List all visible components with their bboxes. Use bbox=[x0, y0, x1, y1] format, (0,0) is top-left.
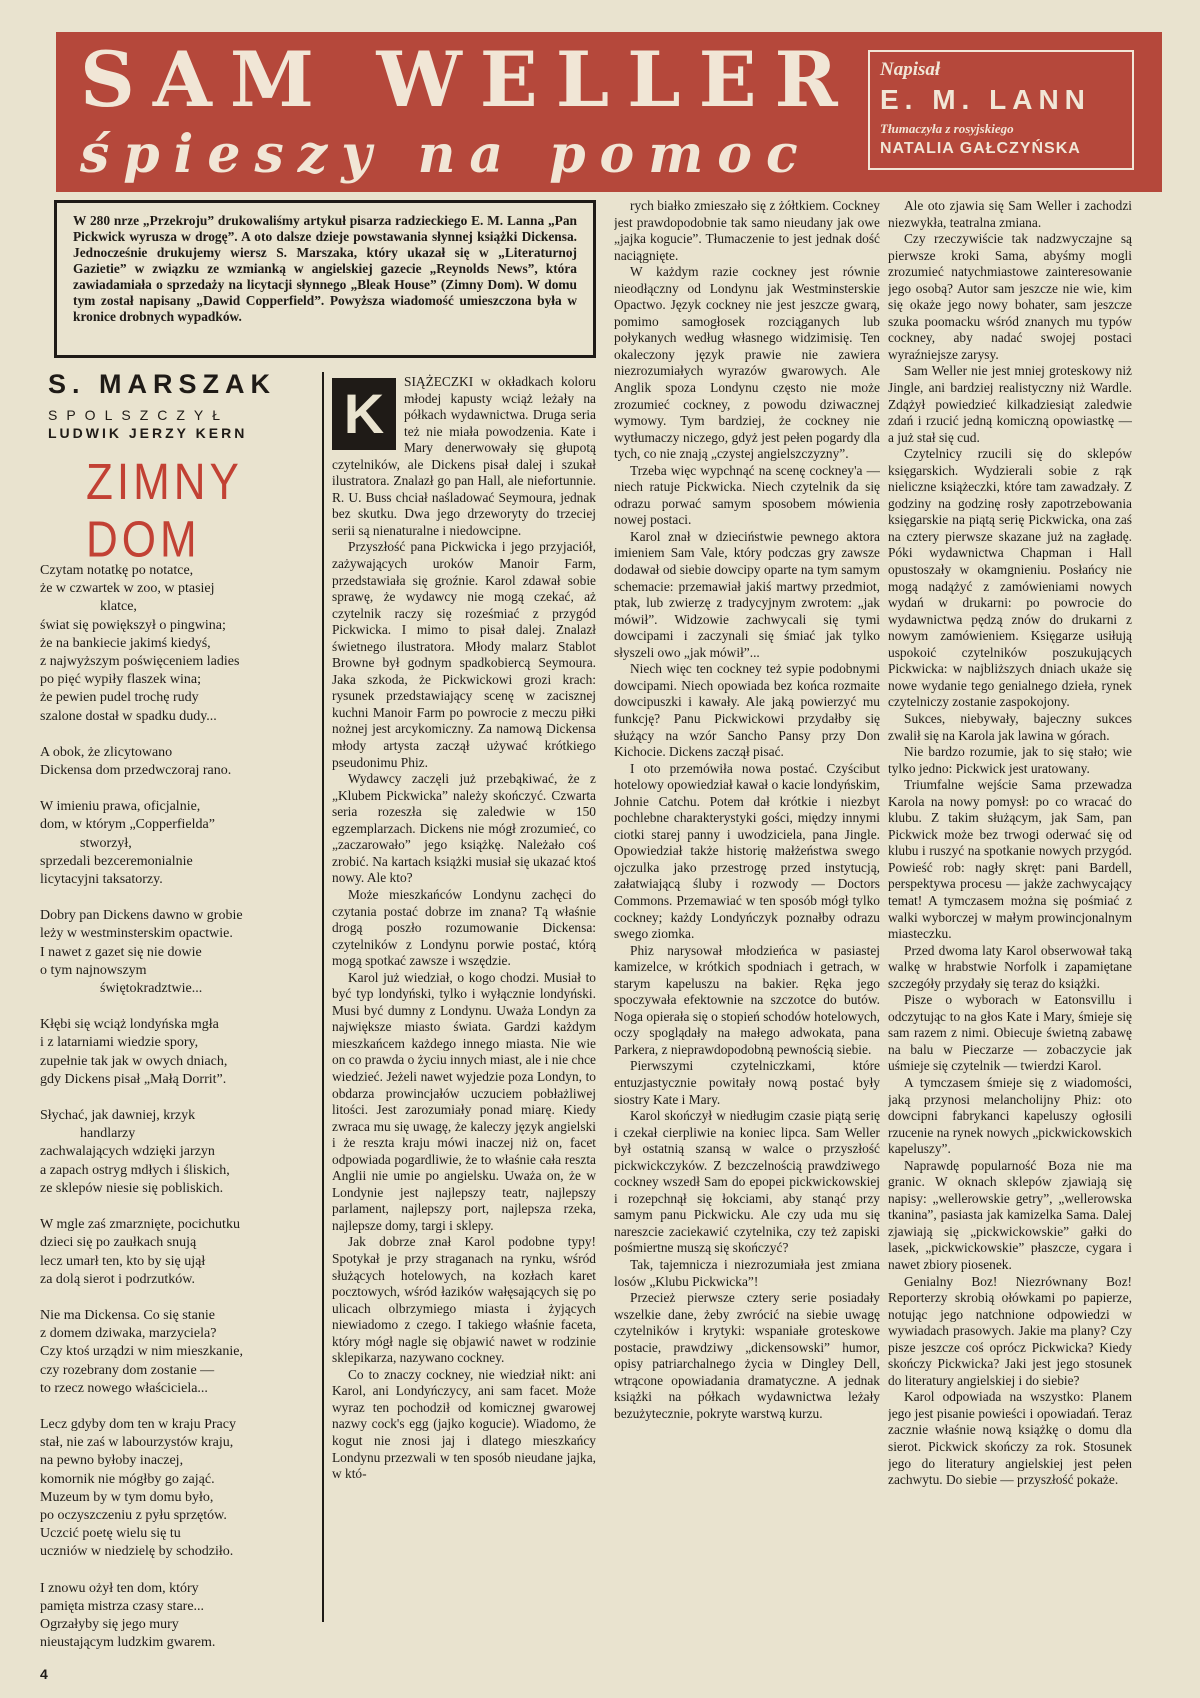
poem-line: zachwalających wdzięki jarzyn bbox=[40, 1144, 215, 1160]
poem-line: komornik nie mógłby go zająć. bbox=[40, 1471, 215, 1487]
poem-line: że w czwartek w zoo, w ptasiej bbox=[40, 581, 215, 597]
intro-box: W 280 nrze „Przekroju” drukowaliśmy artykuł pisarza radzieckiego E. M. Lanna „Pan Pickwick wyrusza w drogę”. A oto dalsze dzieje powstawania słynnej książki Dickensa. Jednocześnie drukujemy wiersz S. Marszaka, który ukazał się w „Literaturnoj Gazietie” w związku ze wzmianką w angielskiej gazecie „Reynolds News”, która zawiadamiała o sprzedaży na licytacji słynnego „Bleak House” (Zimny Dom). W domu tym został napisany „Dawid Copperfield”. Powyższa wiadomość umieszczona była w kronice drobnych wypadków. bbox=[54, 200, 596, 358]
poem-translated-by: SPOLSZCZYŁ bbox=[48, 407, 230, 423]
article-column-3 bbox=[888, 198, 1132, 1648]
main-title: SAM WELLER bbox=[80, 35, 856, 124]
poem-line: po pięć wypiły flaszek wina; bbox=[40, 672, 201, 688]
drop-cap: K bbox=[332, 378, 396, 450]
article-column-2 bbox=[614, 198, 880, 1648]
poem-line: I nawet z gazet się nie dowie bbox=[40, 944, 202, 960]
article-paragraph: Pierwszymi czytelniczkami, które entuzjastycznie powitały nową postać były siostry Kate i Mary. bbox=[614, 1058, 880, 1107]
title-banner bbox=[56, 32, 1162, 192]
poem-stanza bbox=[40, 1580, 320, 1653]
poem-line: dzieci się po zaułkach snują bbox=[40, 1235, 197, 1251]
poem-line: Muzeum by w tym domu było, bbox=[40, 1489, 214, 1505]
article-paragraph: Naprawdę popularność Boza nie ma granic. W oknach sklepów zjawiają się napisy: „wellerowskie getry”, „wellerowska tkanina”, pasiasta jak kamizelka Sama. Dalej zjawiają się „pickwickowskie” gałki do lasek, „pickwickowskie” płaszcze, cygara i nawet zbiory piosenek. bbox=[888, 1157, 1132, 1272]
article-paragraph: Przyszłość pana Pickwicka i jego przyjaciół, zażywających uroków Manoir Farm, przedstawiała się groźnie. Karol zdawał sobie sprawę, że wydawcy nie mogą czekać, aż czytelnik raczy się roześmiać z przygód Pickwicka. I mimo to pisał dalej. Znalazł świetnego ilustratora. Młody malarz Stablot Browne był godnym spadkobiercą Seymoura. Jaka szkoda, że Pickwickowi grozi krach: rysunek przedstawiający scenę w zacisznej kuchni Manoir Farm po powrocie z meczu piłki nożnej jest arcykomiczny. Za namową Dickensa młody artysta zaczął używać krótkiego pseudonimu Phiz. bbox=[332, 539, 596, 770]
poem-line: pamięta mistrza czasy stare... bbox=[40, 1598, 205, 1614]
poem-line: Nie ma Dickensa. Co się stanie bbox=[40, 1307, 215, 1323]
poem-line: a zapach ostryg mdłych i śliskich, bbox=[40, 1162, 230, 1178]
poem-stanza bbox=[40, 1307, 320, 1398]
poem-body bbox=[40, 562, 320, 1668]
poem-line: Lecz gdyby dom ten w kraju Pracy bbox=[40, 1416, 236, 1432]
poem-line: ze sklepów niesie się pobliskich. bbox=[40, 1180, 224, 1196]
poem-line: leży w westminsterskim opactwie. bbox=[40, 926, 233, 942]
credit-written-by: Napisał bbox=[880, 59, 941, 80]
poem-line: Czytam notatkę po notatce, bbox=[40, 563, 194, 578]
poem-line: szalone dostał w spadku dudy... bbox=[40, 708, 217, 724]
credit-translated-by: Tłumaczyła z rosyjskiego bbox=[880, 121, 1014, 136]
poem-line: czy rozebrany dom zostanie — bbox=[40, 1362, 215, 1378]
article-paragraph: Phiz narysował młodzieńca w pasiastej kamizelce, w krótkich spodniach i getrach, w starym kapeluszu na bakier. Ręka jego spoczywała efektownie na szczotce do butów. Noga opierała się o stopień schodów hotelowych, oczy spoglądały na małego adwokata, pana Parkera, z nieprawdopodobną pewnością siebie. bbox=[614, 942, 880, 1057]
article-paragraph: SIĄŻECZKI w okładkach koloru młodej kapusty wciąż leżały na półkach wydawnictwa. Druga seria też nie miała powodzenia. Kate i Mary denerwowały się głupotą czytelników, ale Dickens pisał dalej i szukał ilustratora. Znalazł go pan Hall, ale niefortunnie. R. U. Buss chciał naśladować Seymoura, jednak bez skutku. Dwa jego drzeworyty do trzeciej serii są nienaturalne i niedowcipne. bbox=[332, 374, 596, 538]
poem-line: że pewien pudel trochę rudy bbox=[40, 690, 199, 706]
article-paragraph: Wydawcy zaczęli już przebąkiwać, że z „Klubem Pickwicka” należy skończyć. Czwarta seria rozeszła się zaledwie w 150 egzemplarzach. Dickens nie mógł zrozumieć, co „zaczarowało” jego książkę. Należało coś zrobić. Na kartach książki musiał się ukazać ktoś nowy. Ale kto? bbox=[332, 771, 596, 886]
poem-line: Słychać, jak dawniej, krzyk bbox=[40, 1108, 196, 1124]
article-paragraph: Czy rzeczywiście tak nadzwyczajne są pierwsze kroki Sama, abyśmy mogli zrozumieć natychmiastowe zainteresowanie jego osobą? Autor sam jeszcze nie wie, kim się okaże jego nowy bohater, sam jeszcze szuka poomacku wśród znanych mu typów cockney, aby nadać swojej postaci wyraźniejsze zarysy. bbox=[888, 231, 1132, 362]
poem-title: ZIMNY DOM bbox=[86, 454, 243, 568]
poem-line: sprzedali bezceremonialnie bbox=[40, 853, 193, 869]
poem-line: A obok, że zlicytowano bbox=[40, 744, 173, 760]
poem-line: stał, nie zaś w labourzystów kraju, bbox=[40, 1435, 234, 1451]
article-paragraph: Triumfalne wejście Sama przewadza Karola na nowy pomysł: po co wracać do klubu. Z takim służącym, jak Sam, pan Pickwick może bez trwogi oderwać się od klubu i ruszyć na spotkanie nowych przygód. Powieść rob: nagły skręt: pani Bardell, perspektywa procesu — jakże zachwycający temat! A tymczasem można się pośmiać z walki wyborczej w małym prowincjonalnym miasteczku. bbox=[888, 777, 1132, 942]
poem-line: Dobry pan Dickens dawno w grobie bbox=[40, 908, 243, 924]
poem-line: zupełnie tak jak w owych dniach, bbox=[40, 1053, 228, 1069]
article-paragraph: Przed dwoma laty Karol obserwował taką walkę w hrabstwie Norfolk i zapamiętane szczegóły przydały się teraz do książki. bbox=[888, 942, 1132, 991]
article-paragraph: Ale oto zjawia się Sam Weller i zachodzi niezwykła, teatralna zmiana. bbox=[888, 198, 1132, 230]
poem-author: S. MARSZAK bbox=[48, 369, 276, 399]
poem-stanza bbox=[40, 1216, 320, 1289]
poem-line: Ogrzałyby się jego mury bbox=[40, 1616, 179, 1632]
article-paragraph: Przecież pierwsze cztery serie posiadały wszelkie dane, żeby zwrócić na siebie uwagę czytelników i krytyki: wspaniałe groteskowe postacie, prawdziwy „dickensowski” humor, opisy patriarchalnego życia w Dingley Dell, wtrącone opowiadania dramatyczne. A jednak książki na półkach wydawnictwa leżały bezużytecznie, pokryte warstwą kurzu. bbox=[614, 1290, 880, 1421]
article-paragraph: Karol już wiedział, o kogo chodzi. Musiał to być typ londyński, tylko i wyłącznie londyński. Musi być dumny z Londynu. Uważa Londyn za największe miasto świata. Gardzi każdym mieszkańcem każdego innego miasta. Nie wie on co prawda o życiu innych miast, ale i nie chce wiedzieć. Jeżeli nawet wyjedzie poza Londyn, to obdarza prowincjałów uczuciem pobłażliwej litości. Jest zarozumiały ponad miarę. Kiedy zwraca mu się uwagę, że kaleczy język angielski i że reszta kraju mówi inaczej niż on, facet odpowiada pogardliwie, że to właśnie cała reszta Anglii nie umie po angielsku. Uważa on, że w Londynie jest najlepszy teatr, najlepszy parlament, najlepszy port, najlepsza rzeka, najlepsze domy, targi i sklepy. bbox=[332, 969, 596, 1233]
page-number: 4 bbox=[40, 1666, 48, 1682]
article-paragraph: Sam Weller nie jest mniej groteskowy niż Jingle, ani bardziej realistyczny niż Wardle. Zdążył powiedzieć kilkadziesiąt zaledwie zdań i rzucić jedną komiczną opowiastkę — a już stał się cud. bbox=[888, 363, 1132, 445]
poem-stanza bbox=[40, 744, 320, 780]
poem-line: stworzył, bbox=[80, 835, 132, 851]
poem-column bbox=[40, 368, 320, 1668]
poem-line: na pewno byłoby inaczej, bbox=[40, 1453, 184, 1469]
article-paragraph: Genialny Boz! Niezrównany Boz! Reporterzy skrobią ołówkami po papierze, notując jego natchnione odpowiedzi w wywiadach prasowych. Jakie ma plany? Czy pisze jeszcze coś oprócz Pickwicka? Kiedy skończy Pickwicka? Jaki jest jego stosunek do literatury angielskiej i do siebie? bbox=[888, 1273, 1132, 1388]
article-paragraph: Pisze o wyborach w Eatonsvillu i odczytując to na głos Kate i Mary, śmieje się sam razem z nimi. Obiecuje świetną zabawę na balu w Pieczarze — zobaczycie jak uśmieje się czytelnik — twierdzi Karol. bbox=[888, 992, 1132, 1074]
poem-line: dom, w którym „Copperfielda” bbox=[40, 817, 215, 833]
poem-stanza bbox=[40, 1016, 320, 1089]
poem-stanza bbox=[40, 1107, 320, 1198]
poem-line: gdy Dickens pisał „Małą Dorrit”. bbox=[40, 1071, 227, 1087]
poem-stanza bbox=[40, 798, 320, 889]
poem-line: nieustającym ludzkim gwarem. bbox=[40, 1635, 216, 1651]
article-paragraph: Czytelnicy rzucili się do sklepów księgarskich. Wydzierali sobie z rąk nieliczne książeczki, które tam zawadzały. Z godziny na godzinę rosły zapotrzebowania księgarskie na piątą serię Pickwicka, ona zaś na cztery pierwsze skazane już na zagładę. Póki wydawnictwa Chapman i Hall opustoszały w okamgnieniu. Posłańcy nie mogą nadążyć z zamówieniami nowych wydań w drukarni: po powrocie do wydawnictwa pędzą znów do drukarni z nowym zamówieniem. Księgarze usiłują uspokoić czytelników poszukujących Pickwicka: w najbliższych dniach ukaże się nowe wydanie tego genialnego dzieła, rynek czytelniczy zostanie zaspokojony. bbox=[888, 446, 1132, 710]
article-paragraph: Trzeba więc wypchnąć na scenę cockney'a — niech ratuje Pickwicka. Niech czytelnik da się odrazu porwać samym sposobem mówienia nowej postaci. bbox=[614, 462, 880, 528]
poem-line: Kłębi się wciąż londyńska mgła bbox=[40, 1017, 219, 1033]
poem-line: lecz umarł ten, kto by się ujął bbox=[40, 1253, 206, 1269]
article-paragraph: I oto przemówiła nowa postać. Czyścibut hotelowy opowiedział kawał o kacie londyńskim, Johnie Catchu. Potem dał krótkie i niezbyt pochlebne charakterystyki gości, między innymi ciotki starej panny i uwodziciela, pana Jingle. Opowiedział także historię małżeństwa swego ojczulka jako przestrogę przed instytucją, załatwiającą śluby i rozwody — Doctors Commons. Przemawiać w ten sposób mógł tylko cockney; każdy Londyńczyk poznałby odrazu swego ziomka. bbox=[614, 760, 880, 942]
article-paragraph: Może mieszkańców Londynu zachęci do czytania postać dobrze im znana? Tą właśnie drogą poszło rozumowanie Dickensa: czytelników z Londynu porwie postać, którą mogą spotkać zawsze i wszędzie. bbox=[332, 886, 596, 969]
article-paragraph: Co to znaczy cockney, nie wiedział nikt: ani Karol, ani Londyńczycy, ani sam facet. Może wyraz ten pochodził od komicznej gwarowej nazwy cock's egg (jajko kogucie). Wiadomo, że kogut nie znosi jaj i dlatego mieszkańcy Londynu przezwali w ten sposób nieudane jajka, w któ- bbox=[332, 1366, 596, 1482]
poem-line: po oczyszczeniu z pyłu sprzętów. bbox=[40, 1507, 227, 1523]
article-paragraph: Karol znał w dzieciństwie pewnego aktora imieniem Sam Vale, który podczas gry zawsze dodawał od siebie dowcipy oparte na tym samym schemacie: przemawiał jakiś martwy przedmiot, ptak, lub zwierzę z tradycyjnym zwrotem: „jak mówił”. Widzowie zachwycali się tymi dowcipami i zaczynali się śmiać jak tylko słyszeli owo „jak mówił”... bbox=[614, 528, 880, 660]
poem-stanza bbox=[40, 1416, 320, 1562]
poem-line: to rzecz nowego właściciela... bbox=[40, 1380, 208, 1396]
column-divider bbox=[322, 372, 324, 1622]
poem-stanza bbox=[40, 562, 320, 726]
poem-line: handlarzy bbox=[80, 1126, 136, 1142]
article-paragraph: Niech więc ten cockney też sypie podobnymi dowcipami. Niech opowiada bez końca rozmaite dowcipuszki i kawały. Ale jaką powierzyć mu funkcję? Panu Pickwickowi przydałby się służący na wzór Sancho Pansy przy Don Kichocie. Dickens zaczął pisać. bbox=[614, 661, 880, 760]
poem-stanza bbox=[40, 907, 320, 998]
article-paragraph: Nie bardzo rozumie, jak to się stało; wie tylko jedno: Pickwick jest uratowany. bbox=[888, 744, 1132, 776]
poem-line: I znowu ożył ten dom, który bbox=[40, 1580, 199, 1596]
poem-line: że na bankiecie jakimś kiedyś, bbox=[40, 635, 211, 651]
poem-line: świat się powiększył o pingwina; bbox=[40, 617, 226, 633]
poem-line: W imieniu prawa, oficjalnie, bbox=[40, 799, 201, 815]
credit-box bbox=[868, 50, 1134, 170]
subtitle: śpieszy na pomoc bbox=[80, 124, 812, 185]
article-paragraph: rych białko zmieszało się z żółtkiem. Cockney jest prawdopodobnie tak samo nieudany jak owe „jajka kogucie”. Tłumaczenie to jest jednak dość naciągnięte. bbox=[614, 198, 880, 263]
article-paragraph: Karol skończył w niedługim czasie piątą serię i czekał cierpliwie na koniec lipca. Sam Weller był ostatnią szansą w walce o przyszłość pickwickczyków. Z bezczelnością prawdziwego cockney wszedł Sam do epopei pickwickowskiej i rozepchnął się łokciami, aby stanąć przy samym panu Pickwicku. Ale czy uda mu się nareszcie zaciekawić czytelnika, czy też zapiski pośmiertne muszą się skończyć? bbox=[614, 1108, 880, 1256]
poem-line: świętokradztwie... bbox=[100, 981, 203, 997]
poem-translator: LUDWIK JERZY KERN bbox=[48, 425, 248, 441]
article-paragraph: Jak dobrze znał Karol podobne typy! Spotykał je przy straganach na rynku, wśród służących hotelowych, na kozłach karet pocztowych, wśród łazików wałęsających się po ulicach olbrzymiego miasta i żyjących niewiadomo z czego. I takiego właśnie faceta, który mógł nagle się objawić nawet w rodzinie sklepikarza, nazywano cockney. bbox=[332, 1234, 596, 1366]
poem-line: licytacyjni taksatorzy. bbox=[40, 872, 163, 888]
article-paragraph: Tak, tajemnicza i niezrozumiała jest zmiana losów „Klubu Pickwicka”! bbox=[614, 1257, 880, 1289]
poem-line: Czy ktoś urządzi w nim mieszkanie, bbox=[40, 1344, 243, 1360]
article-column-1 bbox=[332, 374, 596, 1624]
poem-line: Dickensa dom przedwczoraj rano. bbox=[40, 763, 232, 779]
poem-line: uczniów w niedzielę by schodziło. bbox=[40, 1544, 234, 1560]
poem-line: klatce, bbox=[100, 599, 137, 615]
article-paragraph: W każdym razie cockney jest równie nieodłączny od Londynu jak Westminsterskie Opactwo. Język cockney nie jest jeszcze gwarą, pomimo samogłosek rozciąganych lub połykanych według własnego widzimisię. Ten okaleczony język prawie nie zawiera niezrozumiałych wyrazów gwarowych. Ale Anglik spoza Londynu często nie może zrozumieć cockney, z powodu dziwacznej wymowy. Tym bardziej, że cockney nie wytłumaczy niczego, gdyż jest pełen pogardy dla tych, co nie znają „czystej angielszczyzny”. bbox=[614, 264, 880, 462]
poem-line: z najwyższym poświęceniem ladies bbox=[40, 654, 240, 670]
credit-author: E. M. LANN bbox=[880, 84, 1091, 115]
poem-line: Uczcić poetę wielu się tu bbox=[40, 1526, 181, 1542]
poem-line: i z latarniami wiedzie spory, bbox=[40, 1035, 199, 1051]
poem-line: o tym najnowszym bbox=[40, 962, 147, 978]
article-paragraph: Karol odpowiada na wszystko: Planem jego jest pisanie powieści i opowiadań. Teraz zacznie właśnie nową książkę o domu dla sierot. Pickwick skończy za rok. Stosunek jego do literatury angielskiej jest pełen zachwytu. Do siebie — przyszłość pokaże. bbox=[888, 1389, 1132, 1488]
credit-translator: NATALIA GAŁCZYŃSKA bbox=[880, 140, 1081, 157]
article-paragraph: Sukces, niebywały, bajeczny sukces zwalił się na Karola jak lawina w górach. bbox=[888, 710, 1132, 743]
poem-line: W mgle zaś zmarznięte, pocichutku bbox=[40, 1217, 240, 1233]
poem-line: za dolą sierot i podrzutków. bbox=[40, 1271, 195, 1287]
poem-line: z domem dziwaka, marzyciela? bbox=[40, 1326, 217, 1342]
article-paragraph: A tymczasem śmieje się z wiadomości, jaką przynosi melancholijny Phiz: oto dowcipni fabrykanci kapeluszy ogłosili rzucenie na rynek nowych „pickwickowskich kapeluszy”. bbox=[888, 1074, 1132, 1157]
